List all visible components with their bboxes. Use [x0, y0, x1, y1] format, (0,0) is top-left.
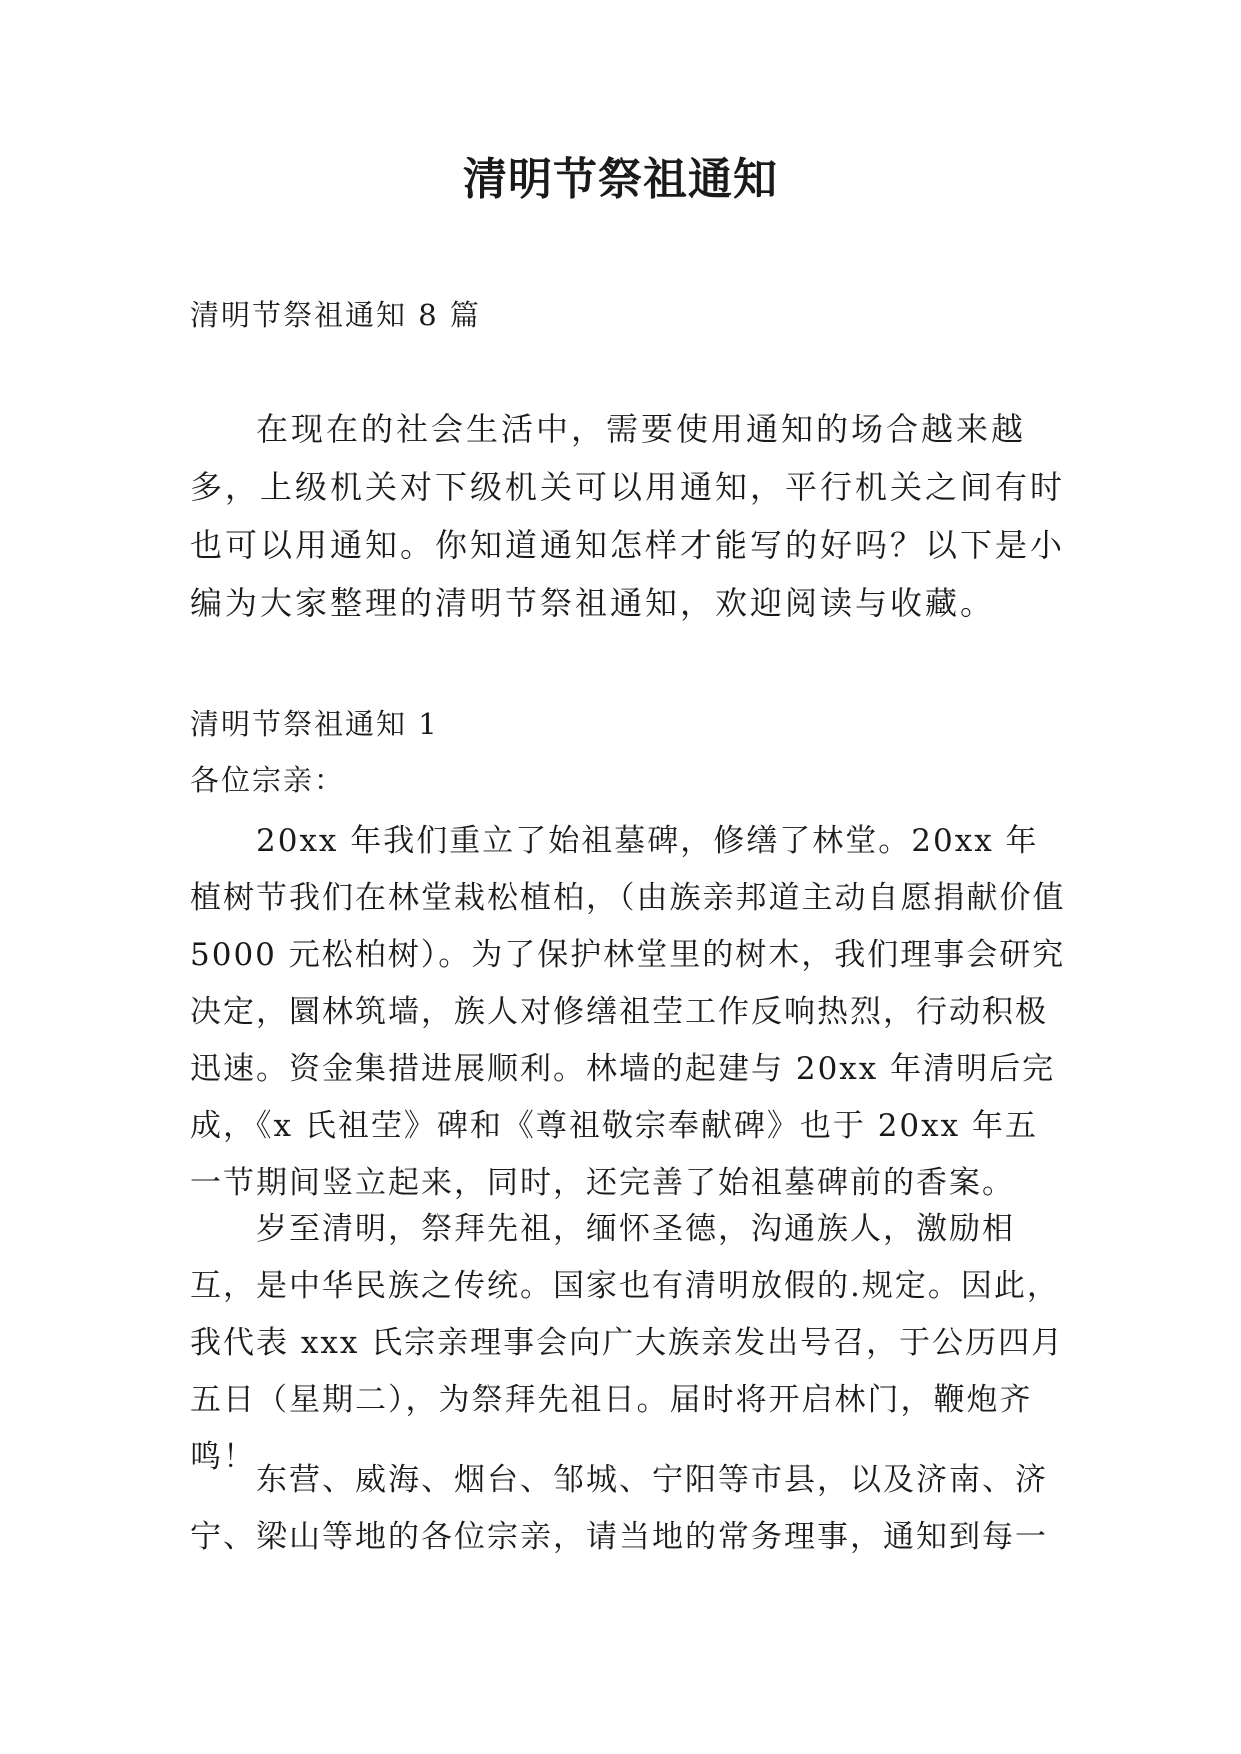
- body-paragraph: 东营、威海、烟台、邹城、宁阳等市县，以及济南、济宁、梁山等地的各位宗亲，请当地的常务理事，通知到每一: [190, 1462, 1048, 1555]
- intro-paragraph: 在现在的社会生活中，需要使用通知的场合越来越多，上级机关对下级机关可以用通知，平行机关之间有时也可以用通知。你知道通知怎样才能写的好吗？以下是小编为大家整理的清明节祭祖通知，欢迎阅读与收藏。: [190, 410, 1066, 622]
- salutation: 各位宗亲：: [190, 763, 346, 797]
- body-paragraph: 20xx 年我们重立了始祖墓碑，修缮了林堂。20xx 年植树节我们在林堂栽松植柏，（由族亲邦道主动自愿捐献价值 5000 元松柏树）。为了保护林堂里的树木，我们理事会研究决定，圜林筑墙，族人对修缮祖茔工作反响热烈，行动积极迅速。资金集措进展顺利。林墙的起建与 20xx 年清明后完成，《x 氏祖茔》碑和《尊祖敬宗奉献碑》也于 20xx 年五一节期间竖立起来，同时，还完善了始祖墓碑前的香案。: [190, 823, 1066, 1201]
- document-subtitle: 清明节祭祖通知 8 篇: [190, 298, 481, 332]
- page-title: 清明节祭祖通知: [463, 154, 778, 205]
- section-heading: 清明节祭祖通知 1: [190, 707, 439, 741]
- body-paragraph: 岁至清明，祭拜先祖，缅怀圣德，沟通族人，激励相互，是中华民族之传统。国家也有清明放假的.规定。因此，我代表 xxx 氏宗亲理事会向广大族亲发出号召，于公历四月五日（星期二），为祭拜先祖日。届时将开启林门，鞭炮齐鸣！: [190, 1211, 1065, 1475]
